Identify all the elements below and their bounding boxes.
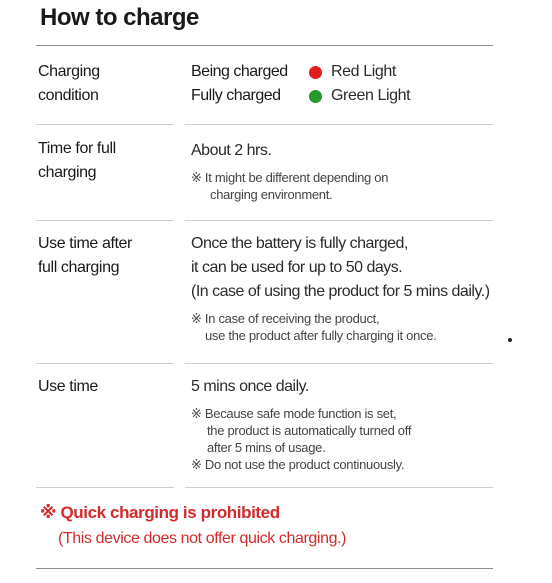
full-charging-time-label — [38, 137, 178, 185]
charging-condition-label-line1: Charging — [38, 63, 100, 80]
light-color-text: Green Light — [331, 87, 411, 104]
title-divider — [36, 45, 493, 46]
note-line: ※ Because safe mode function is set, — [191, 406, 397, 421]
full-charging-time-label-line2: charging — [38, 164, 97, 181]
row-divider — [36, 124, 174, 125]
use-time-note — [191, 405, 531, 473]
use-time-after-line: Once the battery is fully charged, — [191, 235, 408, 252]
state-fully-charged — [191, 84, 531, 108]
bullet-dot — [508, 338, 512, 342]
use-time-after-content — [191, 232, 531, 344]
use-time-after-line: (In case of using the product for 5 mins daily.) — [191, 283, 490, 300]
charging-condition-label-line2: condition — [38, 87, 99, 104]
use-time-value: 5 mins once daily. — [191, 378, 309, 395]
note-line: after 5 mins of usage. — [207, 440, 326, 455]
charging-condition-label — [38, 60, 178, 108]
note-line: the product is automatically turned off — [207, 423, 412, 438]
row-divider — [185, 124, 493, 125]
green-light-indicator-icon — [309, 90, 322, 103]
use-time-after-label-line1: Use time after — [38, 235, 132, 252]
note-line: charging environment. — [210, 187, 333, 202]
row-divider — [185, 487, 493, 488]
use-time-after-line: it can be used for up to 50 days. — [191, 259, 403, 276]
light-color-text: Red Light — [331, 63, 396, 80]
row-divider — [36, 487, 174, 488]
row-divider — [36, 363, 174, 364]
note-line: ※ In case of receiving the product, — [191, 311, 380, 326]
row-divider — [185, 220, 493, 221]
use-time-after-label — [38, 232, 178, 280]
full-charging-time-value: About 2 hrs. — [191, 142, 272, 159]
use-time-label: Use time — [38, 378, 98, 395]
full-charging-time-note — [191, 169, 531, 203]
charging-states — [191, 60, 531, 108]
state-label: Fully charged — [191, 87, 281, 104]
bottom-divider — [36, 568, 493, 569]
use-time-content — [191, 375, 531, 473]
use-time-after-label-line2: full charging — [38, 259, 120, 276]
row-divider — [185, 363, 493, 364]
use-time-after-note — [191, 310, 531, 344]
note-line: ※ Do not use the product continuously. — [191, 457, 405, 472]
state-being-charged — [191, 60, 531, 84]
row-divider — [36, 220, 174, 221]
note-line: ※ It might be different depending on — [191, 170, 389, 185]
page-title: How to charge — [40, 4, 199, 31]
state-label: Being charged — [191, 63, 288, 80]
red-light-indicator-icon — [309, 66, 322, 79]
note-line: use the product after fully charging it once. — [205, 328, 437, 343]
warning-title: ※ Quick charging is prohibited — [40, 503, 280, 522]
full-charging-time-label-line1: Time for full — [38, 140, 116, 157]
warning-subtitle: (This device does not offer quick charging.) — [58, 530, 347, 547]
full-charging-time-content — [191, 139, 531, 203]
